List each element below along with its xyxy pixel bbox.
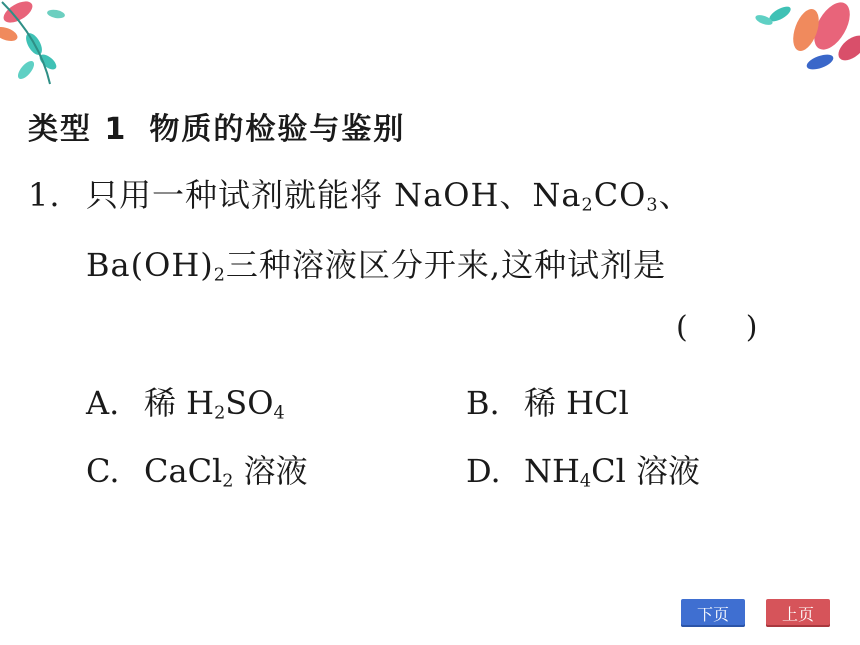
option-letter: D. [466,452,501,490]
section-title: 物质的检验与鉴别 [149,112,406,147]
option-text: NH [524,452,580,490]
option-text: 溶液 [233,452,308,490]
subscript: 3 [646,195,659,216]
option-text: SO [225,384,274,422]
subscript: 4 [579,471,592,492]
option-text: 稀 HCl [524,384,629,422]
question-text-part: 三种溶液区分开来,这种试剂是 [225,246,667,284]
option-letter: B. [466,384,500,422]
floral-decoration-top-left [0,0,120,100]
subscript: 2 [581,195,594,216]
floral-decoration-top-right [720,0,860,80]
subscript: 2 [222,471,234,492]
section-label: 类型 1 [28,112,128,147]
subscript: 2 [213,265,226,286]
question-text-part: CO [593,176,647,214]
question-number: 1. [28,176,61,214]
option-letter: C. [86,452,120,490]
answer-blank [676,310,757,345]
option-d [466,446,700,492]
option-text: 稀 H [144,384,215,422]
question-text-part: 只用一种试剂就能将 NaOH、Na [86,176,582,214]
question-text-part: Ba(OH) [86,246,214,284]
paren-close: ) [745,310,758,345]
question-stem-line-1 [28,170,692,216]
previous-page-button[interactable]: 上页 [766,599,830,627]
subscript: 4 [273,403,285,424]
option-b [466,378,629,424]
paren-open: ( [676,310,688,345]
next-page-button[interactable]: 下页 [681,599,745,627]
section-heading [28,104,405,148]
option-a [86,378,285,424]
subscript: 2 [214,403,226,424]
option-text: Cl 溶液 [591,452,701,490]
option-text: CaCl [144,452,223,490]
option-letter: A. [86,384,120,422]
question-stem-line-2 [86,240,666,286]
option-c [86,446,308,492]
question-text-part: 、 [658,176,692,214]
